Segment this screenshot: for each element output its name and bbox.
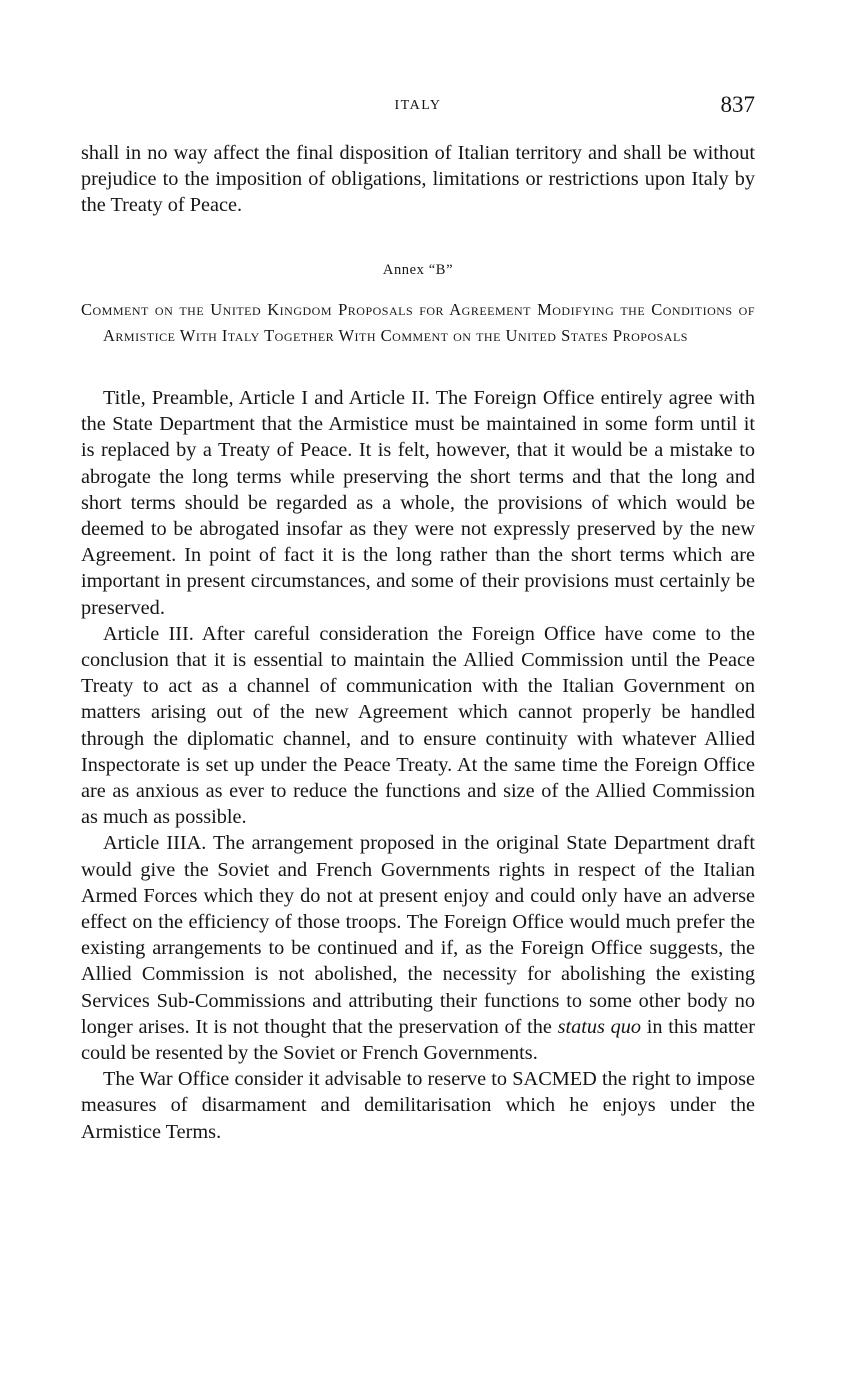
- paragraph-article-iii: Article III. After careful consideration the Foreign Office have come to the conclusion that it is essential to maintain the Allied Commission until the Peace Treaty to act as a channel of communication with the Italian Government on matters arising out of the new Agreement which cannot properly be handled through the diplomatic channel, and to ensure continuity with whatever Allied Inspectorate is set up under the Peace Treaty. At the same time the Foreign Office are as anxious as ever to reduce the functions and size of the Allied Commission as much as possible.: [81, 622, 755, 829]
- paragraph-article-iiia: [81, 830, 755, 1066]
- section-heading: Comment on the United Kingdom Proposals for Agreement Modifying the Conditions of Armistice With Italy Together With Comment on the United States Proposals: [81, 300, 755, 345]
- paragraph-war-office: The War Office consider it advisable to reserve to SACMED the right to impose measures of disarmament and demilitarisation which he enjoys under the Armistice Terms.: [81, 1068, 755, 1143]
- paragraph-text: in this matter could be resented by the Soviet or French Governments.: [81, 1015, 755, 1065]
- annex-label: Annex “B”: [382, 262, 454, 278]
- paragraph-text: Article IIIA. The arrangement proposed in the original State Department draft would give the Soviet and French Governments rights in respect of the Italian Armed Forces which they do not at present enjoy and could only have an adverse effect on the efficiency of those troops. The Foreign Office would much prefer the existing arrangements to be continued and if, as the Foreign Office suggests, the Allied Commission is not abolished, the necessity for abolishing the existing Services Sub-Commissions and attributing their functions to some other body no longer arises. It is not thought that the preservation of the: [81, 832, 755, 1038]
- paragraph-articles-i-ii: Title, Preamble, Article I and Article II. The Foreign Office entirely agree with the State Department that the Armistice must be maintained in some form until it is replaced by a Treaty of Peace. It is felt, however, that it would be a mistake to abrogate the long terms while preserving the short terms and that the long and short terms should be regarded as a whole, the provisions of which would be deemed to be abrogated insofar as they were not expressly preserved by the new Agreement. In point of fact it is the long rather than the short terms which are important in present circumstances, and some of their provisions must certainly be preserved.: [81, 387, 755, 619]
- running-title: ITALY: [394, 98, 442, 113]
- italic-phrase: status quo: [557, 1015, 642, 1038]
- running-header: [81, 94, 755, 124]
- carryover-paragraph: shall in no way affect the final disposition of Italian territory and shall be without prejudice to the imposition of obligations, limitations or restrictions upon Italy by the Treaty of Peace.: [81, 142, 755, 217]
- page-number: 837: [720, 92, 755, 117]
- body-paragraphs: [81, 385, 755, 1145]
